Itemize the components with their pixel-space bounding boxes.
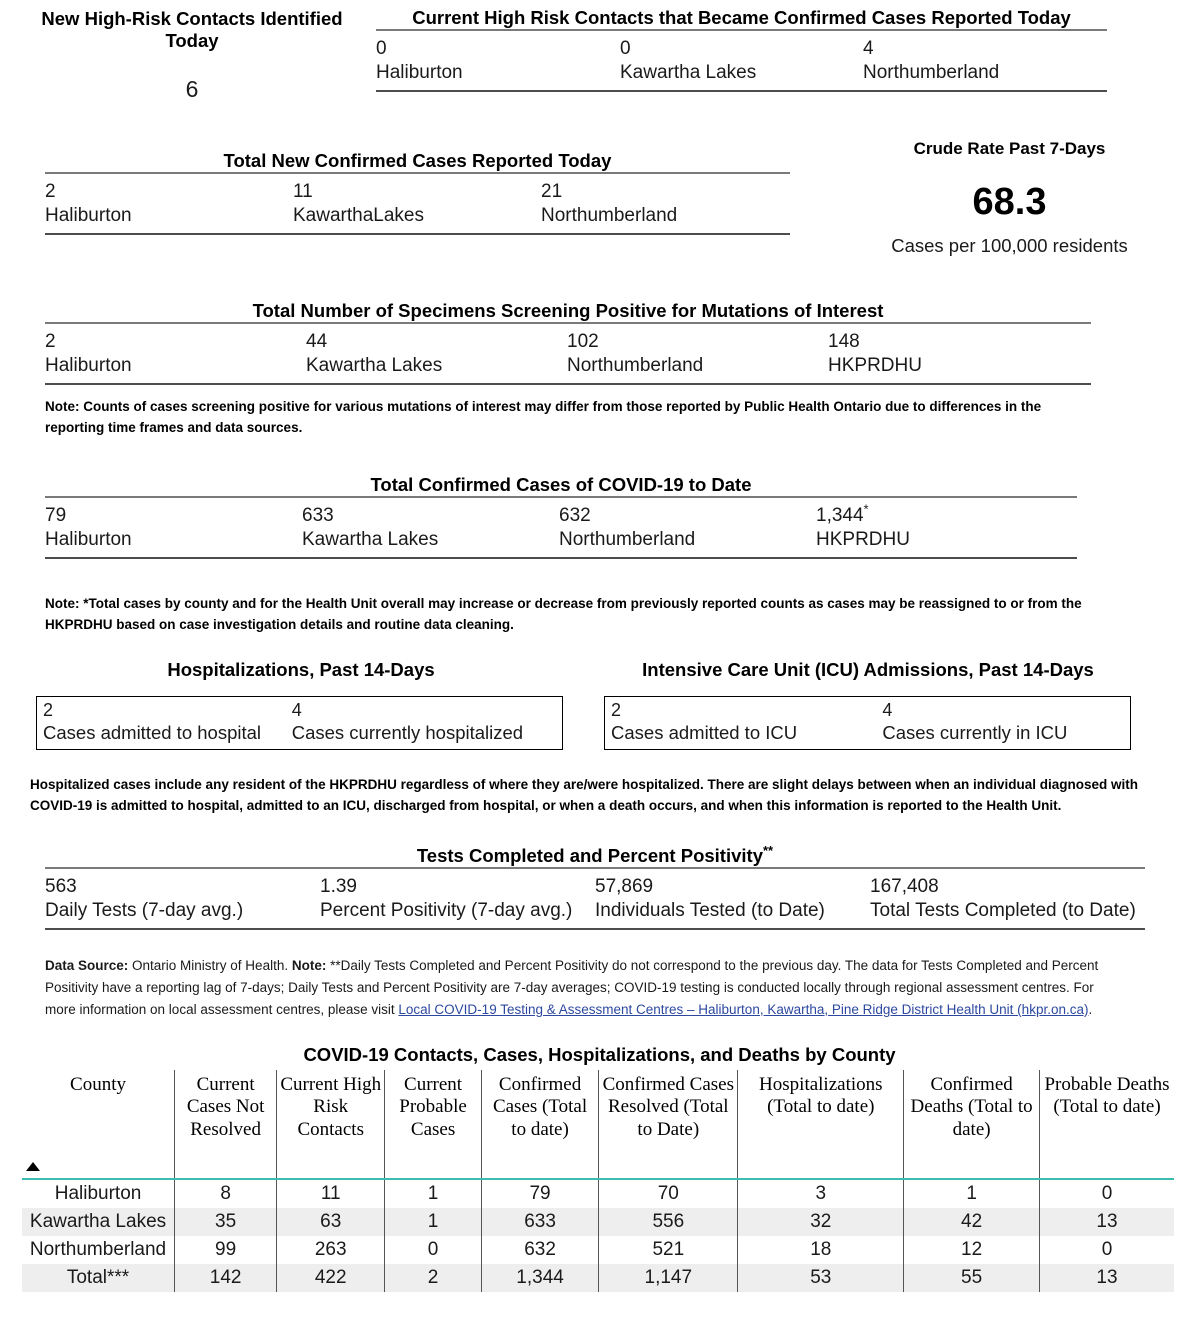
- stat-cell: [293, 181, 541, 229]
- cell-confirmed-deaths-total: 42: [904, 1208, 1040, 1236]
- footnote-marker: *: [863, 501, 869, 517]
- stat-cell: [376, 38, 620, 86]
- column-header-confirmed-cases-total[interactable]: Confirmed Cases (Total to date): [481, 1070, 598, 1179]
- hospitalizations-box: [36, 696, 563, 750]
- stat-label: Cases admitted to hospital: [43, 721, 262, 743]
- column-header-confirmed-deaths-total[interactable]: Confirmed Deaths (Total to date): [904, 1070, 1040, 1179]
- total-confirmed-to-date-note: Note: *Total cases by county and for the Health Unit overall may increase or decrease from previously reported counts as cases may be reassigned to or from the HKPRDHU based on case investigation details and routine data cleaning.: [45, 596, 1082, 632]
- cell-current-cases-not-resolved: 8: [175, 1179, 277, 1208]
- stat-number: 633: [302, 504, 334, 526]
- stat-value: 21: [541, 180, 563, 202]
- stat-value: 4: [882, 700, 893, 721]
- stat-label: HKPRDHU: [816, 528, 910, 550]
- stat-cell: [863, 38, 1107, 86]
- new-high-risk-title: New High-Risk Contacts Identified Today: [41, 8, 343, 51]
- stat-value: 11: [293, 180, 313, 202]
- cell-probable-deaths-total: 13: [1039, 1264, 1174, 1292]
- footnote-marker: **: [762, 842, 774, 858]
- stat-label: Northumberland: [863, 61, 1000, 83]
- table-header-row: [22, 1070, 1174, 1179]
- stat-value: 44: [306, 330, 328, 352]
- cell-probable-deaths-total: 0: [1039, 1179, 1174, 1208]
- stat-label: Kawartha Lakes: [302, 528, 439, 550]
- cell-hospitalizations-total: 53: [738, 1264, 904, 1292]
- stat-cell: [620, 38, 863, 86]
- stat-label: Cases currently hospitalized: [291, 721, 524, 743]
- tests-note: [45, 955, 1115, 1021]
- table-row-total: [22, 1264, 1174, 1292]
- total-new-confirmed-values: [45, 174, 790, 233]
- stat-value: 148: [828, 330, 860, 352]
- cell-confirmed-cases-total: 1,344: [481, 1264, 598, 1292]
- stat-value: 2: [611, 700, 622, 721]
- cell-current-high-risk-contacts: 422: [277, 1264, 385, 1292]
- cell-confirmed-cases-resolved: 70: [599, 1179, 738, 1208]
- hospitalization-note: Hospitalized cases include any resident of the HKPRDHU regardless of where they are/were hospitalized. There are slight delays between when an individual diagnosed with COVID-19 is admitted to hospital, admitted to an ICU, discharged from hospital, or when a death occurs, and when this information is reported to the Health Unit.: [30, 777, 1139, 813]
- stat-cell: [870, 876, 1145, 924]
- cell-hospitalizations-total: 32: [738, 1208, 904, 1236]
- stat-cell: [302, 505, 559, 553]
- stat-label: HKPRDHU: [828, 354, 922, 376]
- icu-title: Intensive Care Unit (ICU) Admissions, Past 14-Days: [642, 659, 1094, 680]
- note-text: **Daily Tests Completed and Percent Positivity do not correspond to the previous day. The data for Tests Completed and Percent Positivity have a reporting lag of 7-days; Daily Tests and Percent Positivity are 7-day averages; COVID-19 testing is conducted locally through regional assessment centres. For more information on local assessment centres, please visit: [45, 958, 1099, 1017]
- table-row: [22, 1236, 1174, 1264]
- total-new-confirmed-title: Total New Confirmed Cases Reported Today: [223, 150, 612, 171]
- total-confirmed-to-date-section: [45, 474, 1077, 559]
- section-rule-bottom: [45, 233, 790, 235]
- note-label: Note:: [291, 958, 327, 973]
- stat-label: Haliburton: [376, 61, 463, 83]
- cell-probable-deaths-total: 0: [1039, 1236, 1174, 1264]
- stat-value: [302, 505, 559, 527]
- stat-cell: [45, 181, 293, 229]
- stat-label: Haliburton: [45, 528, 132, 550]
- stat-value: [45, 505, 302, 527]
- stat-label: Percent Positivity (7-day avg.): [320, 899, 573, 921]
- cell-hospitalizations-total: 3: [738, 1179, 904, 1208]
- stat-cell: [45, 331, 306, 379]
- stat-cell: [559, 505, 816, 553]
- cell-confirmed-cases-total: 79: [481, 1179, 598, 1208]
- county-table-title: COVID-19 Contacts, Cases, Hospitalizations, and Deaths by County: [303, 1044, 896, 1065]
- stat-value: 167,408: [870, 875, 939, 897]
- section-rule-bottom: [45, 557, 1077, 559]
- cell-current-probable-cases: 1: [385, 1208, 482, 1236]
- total-new-confirmed-section: [45, 150, 790, 235]
- crude-rate-value: 68.3: [972, 181, 1047, 223]
- cell-confirmed-cases-total: 633: [481, 1208, 598, 1236]
- stat-value: 2: [45, 180, 56, 202]
- stat-value: 0: [620, 37, 631, 59]
- stat-label: Individuals Tested (to Date): [595, 899, 825, 921]
- mutations-section: [45, 300, 1091, 438]
- new-high-risk-value: 6: [185, 76, 199, 102]
- stat-label: Haliburton: [45, 204, 132, 226]
- total-confirmed-to-date-title: Total Confirmed Cases of COVID-19 to Date: [370, 474, 752, 495]
- stat-value: 1.39: [320, 875, 357, 897]
- stat-value: 563: [45, 875, 77, 897]
- stat-cell: [605, 701, 876, 745]
- stat-cell: [541, 181, 790, 229]
- stat-value: 102: [567, 330, 599, 352]
- current-high-risk-became-cases-values: [376, 31, 1107, 90]
- stat-value: 4: [291, 700, 302, 721]
- stat-label: Daily Tests (7-day avg.): [45, 899, 244, 921]
- cell-county: Kawartha Lakes: [22, 1208, 175, 1236]
- stat-value: [559, 505, 816, 527]
- cell-confirmed-deaths-total: 12: [904, 1236, 1040, 1264]
- cell-confirmed-cases-resolved: 1,147: [599, 1264, 738, 1292]
- icu-box: [604, 696, 1131, 750]
- stat-cell: [306, 331, 567, 379]
- cell-confirmed-cases-resolved: 521: [599, 1236, 738, 1264]
- column-header-current-probable-cases[interactable]: Current Probable Cases: [385, 1070, 482, 1179]
- hospitalizations-title: Hospitalizations, Past 14-Days: [167, 659, 435, 680]
- mutations-values: [45, 324, 1091, 383]
- tests-title: [45, 842, 1145, 867]
- stat-label: Total Tests Completed (to Date): [870, 899, 1136, 921]
- stat-number: 79: [45, 504, 67, 526]
- stat-value: 2: [43, 700, 54, 721]
- current-high-risk-became-cases-section: [376, 7, 1107, 92]
- cell-confirmed-deaths-total: 1: [904, 1179, 1040, 1208]
- crude-rate-section: [820, 139, 1199, 257]
- tests-title-text: Tests Completed and Percent Positivity: [416, 845, 763, 866]
- section-rule-bottom: [376, 90, 1107, 92]
- stat-cell: [567, 331, 828, 379]
- cell-current-cases-not-resolved: 35: [175, 1208, 277, 1236]
- cell-confirmed-cases-resolved: 556: [599, 1208, 738, 1236]
- cell-current-high-risk-contacts: 63: [277, 1208, 385, 1236]
- stat-value: 57,869: [595, 875, 654, 897]
- cell-current-cases-not-resolved: 99: [175, 1236, 277, 1264]
- mutations-title: Total Number of Specimens Screening Positive for Mutations of Interest: [252, 300, 884, 321]
- tests-section: [45, 842, 1145, 930]
- cell-hospitalizations-total: 18: [738, 1236, 904, 1264]
- cell-current-high-risk-contacts: 263: [277, 1236, 385, 1264]
- cell-current-probable-cases: 2: [385, 1264, 482, 1292]
- cell-current-cases-not-resolved: 142: [175, 1264, 277, 1292]
- stat-cell: [45, 505, 302, 553]
- cell-confirmed-deaths-total: 55: [904, 1264, 1040, 1292]
- stat-number: 632: [559, 504, 591, 526]
- mutations-note: Note: Counts of cases screening positive for various mutations of interest may differ from those reported by Public Health Ontario due to differences in the reporting time frames and data sources.: [45, 399, 1042, 435]
- stat-label: Northumberland: [541, 204, 678, 226]
- crude-rate-title: Crude Rate Past 7-Days: [913, 139, 1106, 158]
- stat-value: 2: [45, 330, 56, 352]
- stat-label: Cases currently in ICU: [882, 721, 1068, 743]
- stat-cell: [45, 876, 320, 924]
- stat-cell: [37, 701, 286, 745]
- stat-label: Northumberland: [567, 354, 704, 376]
- stat-cell: [320, 876, 595, 924]
- column-header-current-high-risk-contacts[interactable]: Current High Risk Contacts: [277, 1070, 385, 1179]
- section-rule-bottom: [45, 383, 1091, 385]
- stat-label: Kawartha Lakes: [306, 354, 443, 376]
- cell-county: Total***: [22, 1264, 175, 1292]
- assessment-centres-link[interactable]: Local COVID-19 Testing & Assessment Centres – Haliburton, Kawartha, Pine Ridge District Health Unit (hkpr.on.ca): [398, 1001, 1089, 1017]
- table-row: [22, 1179, 1174, 1208]
- stat-value: 0: [376, 37, 387, 59]
- cell-current-probable-cases: 1: [385, 1179, 482, 1208]
- column-header-county[interactable]: County: [22, 1070, 175, 1179]
- column-header-current-cases-not-resolved[interactable]: Current Cases Not Resolved: [175, 1070, 277, 1179]
- cell-current-high-risk-contacts: 11: [277, 1179, 385, 1208]
- section-rule-bottom: [45, 928, 1145, 930]
- column-header-hospitalizations-total[interactable]: Hospitalizations (Total to date): [738, 1070, 904, 1179]
- tests-values: [45, 869, 1145, 928]
- stat-label: Cases admitted to ICU: [611, 721, 798, 743]
- table-row: [22, 1208, 1174, 1236]
- stat-label: KawarthaLakes: [293, 204, 424, 226]
- cell-confirmed-cases-total: 632: [481, 1236, 598, 1264]
- stat-cell: [286, 701, 562, 745]
- data-source-label: Data Source:: [45, 958, 129, 973]
- column-header-confirmed-cases-resolved[interactable]: Confirmed Cases Resolved (Total to Date): [599, 1070, 738, 1179]
- cell-current-probable-cases: 0: [385, 1236, 482, 1264]
- cell-county: Northumberland: [29, 1239, 167, 1260]
- county-table: [22, 1070, 1174, 1292]
- stat-value: [816, 501, 1076, 527]
- cell-county: Haliburton: [54, 1183, 142, 1204]
- data-source-text: Ontario Ministry of Health.: [128, 958, 292, 973]
- stat-label: Haliburton: [45, 354, 132, 376]
- current-high-risk-became-cases-title: Current High Risk Contacts that Became Confirmed Cases Reported Today: [412, 7, 1071, 28]
- stat-cell: [828, 331, 1091, 379]
- stat-number: 1,344: [816, 504, 864, 526]
- stat-cell: [876, 701, 1130, 745]
- stat-cell: [595, 876, 870, 924]
- stat-label: Northumberland: [559, 528, 696, 550]
- stat-cell: [816, 501, 1076, 553]
- cell-probable-deaths-total: 13: [1039, 1208, 1174, 1236]
- stat-value: 4: [863, 37, 874, 59]
- column-header-probable-deaths-total[interactable]: Probable Deaths (Total to date): [1039, 1070, 1174, 1179]
- total-confirmed-to-date-values: [45, 498, 1077, 557]
- crude-rate-subtitle: Cases per 100,000 residents: [891, 235, 1128, 256]
- stat-label: Kawartha Lakes: [620, 61, 757, 83]
- note-tail: .: [1088, 1001, 1093, 1017]
